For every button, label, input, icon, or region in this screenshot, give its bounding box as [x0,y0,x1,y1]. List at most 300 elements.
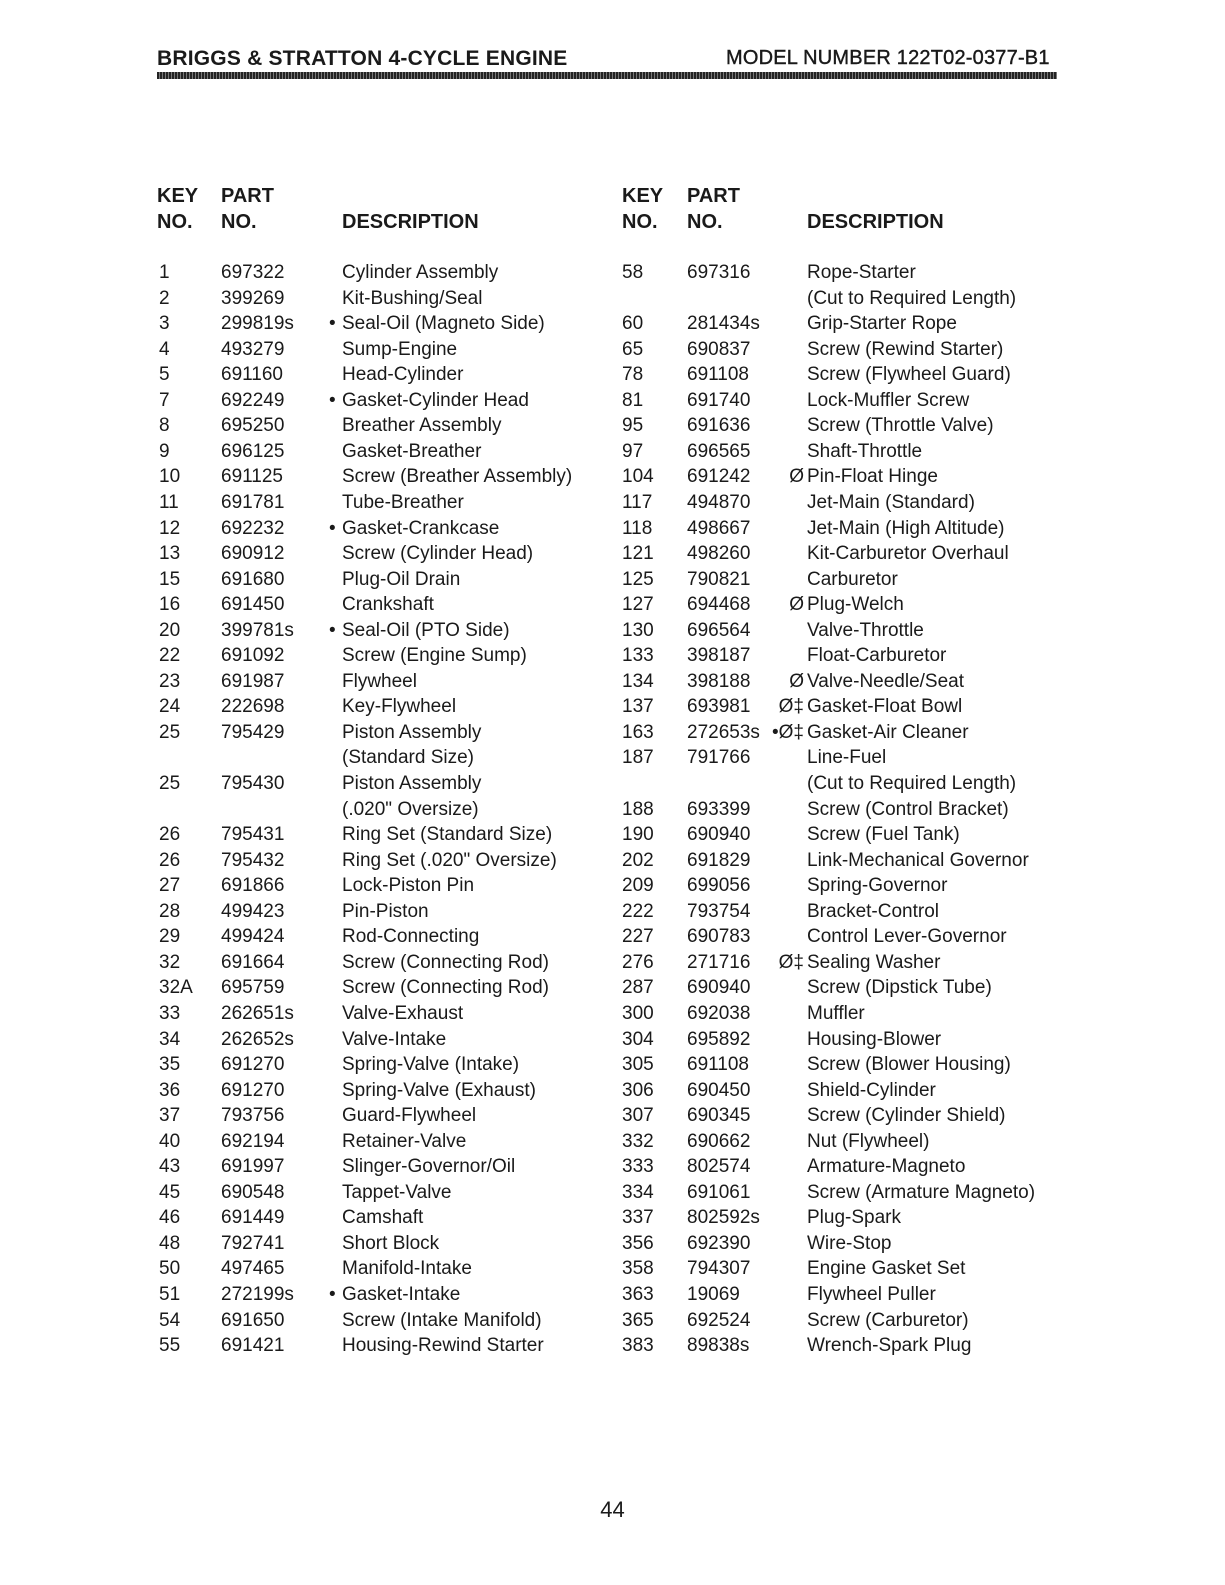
table-row [0,694,1225,720]
key-no: 51 [159,1284,181,1305]
key-no: 188 [622,798,654,820]
description: Screw (Throttle Valve) [807,415,994,437]
key-no: 27 [159,875,181,897]
description: Gasket-Cylinder Head [342,389,529,411]
table-row [0,439,1225,465]
description: Seal-Oil (Magneto Side) [342,313,545,335]
key-no: 383 [622,1335,654,1357]
description: Engine Gasket Set [807,1258,966,1280]
table-row [0,1180,1225,1206]
part-no: 793756 [221,1105,285,1127]
key-no: 9 [159,440,170,462]
description: Kit-Carburetor Overhaul [807,543,1009,565]
key-no: 202 [622,849,654,871]
part-no: 691650 [221,1309,285,1331]
part-no: 262651s [221,1002,294,1024]
part-no: 692249 [221,389,285,411]
table-row [0,720,1225,746]
table-row [0,413,1225,439]
key-no: 23 [159,670,181,692]
key-heading-line2: NO. [622,211,658,233]
description: Slinger-Governor/Oil [342,1156,516,1178]
description: Link-Mechanical Governor [807,849,1029,871]
description: Screw (Dipstick Tube) [807,977,992,999]
description: Wrench-Spark Plug [807,1335,972,1357]
table-row [0,1001,1225,1027]
description: Sump-Engine [342,338,458,360]
key-no: 26 [159,824,181,846]
table-row [0,873,1225,899]
key-no: 7 [159,389,170,411]
description: Housing-Blower [807,1028,942,1050]
table-row [0,1027,1225,1053]
key-no: 304 [622,1028,654,1050]
description: Line-Fuel [807,747,887,769]
part-no: 790821 [687,568,751,590]
symbol-mark: Ø‡ [778,951,804,973]
key-no: 97 [622,440,644,462]
part-no: 399781s [221,619,294,641]
key-no: 125 [622,568,654,590]
key-no: 60 [622,313,644,335]
part-no: 398187 [687,645,751,667]
description: Spring-Valve (Exhaust) [342,1079,536,1101]
table-row [0,286,1225,312]
part-no: 791766 [687,747,751,769]
part-no: 691270 [221,1054,285,1076]
key-no: 307 [622,1105,654,1127]
description: Armature-Magneto [807,1156,966,1178]
description-heading: DESCRIPTION [342,211,479,233]
model-number: MODEL NUMBER 122T02-0377-B1 [726,47,1050,69]
part-no: 691270 [221,1079,285,1101]
key-no: 130 [622,619,654,641]
description: Cylinder Assembly [342,262,499,283]
table-row [0,771,1225,797]
key-no: 337 [622,1207,654,1229]
key-no: 78 [622,364,644,386]
description: Rod-Connecting [342,926,480,948]
description: Spring-Valve (Intake) [342,1054,520,1076]
key-no: 36 [159,1079,181,1101]
table-row [0,592,1225,618]
table-row [0,1256,1225,1282]
key-no: 305 [622,1054,654,1076]
symbol-mark: • [329,389,336,411]
part-heading-line2: NO. [687,211,723,233]
part-no: 498667 [687,517,751,539]
symbol-mark: •Ø‡ [772,721,804,743]
part-heading-line1: PART [687,185,740,207]
description: Bracket-Control [807,900,939,922]
description: Guard-Flywheel [342,1105,477,1127]
table-row [0,975,1225,1001]
symbol-mark: Ø [789,594,804,616]
part-no: 792741 [221,1232,285,1254]
table-row [0,669,1225,695]
description: Screw (Flywheel Guard) [807,364,1011,386]
part-no: 498260 [687,543,751,565]
part-no: 691987 [221,670,285,692]
table-row [0,1282,1225,1308]
header-title: BRIGGS & STRATTON 4-CYCLE ENGINE [157,47,568,70]
key-no: 43 [159,1156,181,1178]
part-no: 690940 [687,977,751,999]
description: Screw (Intake Manifold) [342,1309,542,1331]
key-no: 25 [159,721,181,743]
table-row [0,924,1225,950]
key-no: 25 [159,773,181,794]
description: Gasket-Air Cleaner [807,721,969,743]
key-no: 45 [159,1181,181,1203]
description: Carburetor [807,568,898,590]
table-row [0,1205,1225,1231]
description: Valve-Throttle [807,619,924,641]
description: Key-Flywheel [342,696,457,718]
description: Breather Assembly [342,415,502,437]
key-no: 22 [159,645,181,667]
part-no: 694468 [687,594,751,616]
symbol-mark: Ø‡ [778,696,804,718]
part-no: 695250 [221,415,285,437]
part-no: 262652s [221,1028,294,1050]
key-no: 209 [622,875,654,897]
part-no: 692390 [687,1232,751,1254]
part-no: 692524 [687,1309,751,1331]
part-no: 690450 [687,1079,751,1101]
part-no: 691997 [221,1156,285,1178]
key-no: 358 [622,1258,654,1280]
part-no: 691450 [221,594,285,616]
table-row [0,643,1225,669]
description: Gasket-Breather [342,440,482,462]
key-no: 121 [622,543,654,565]
table-row [0,1052,1225,1078]
key-no: 222 [622,900,654,922]
description: Flywheel Puller [807,1284,936,1305]
part-no: 802574 [687,1156,751,1178]
key-no: 16 [159,594,181,616]
header-rule [157,72,1057,79]
key-no: 54 [159,1309,181,1331]
part-no: 794307 [687,1258,751,1280]
key-no: 58 [622,262,644,283]
key-no: 35 [159,1054,181,1076]
key-no: 24 [159,696,181,718]
description: Valve-Intake [342,1028,447,1050]
part-no: 691636 [687,415,751,437]
part-no: 693981 [687,696,751,718]
key-no: 65 [622,338,644,360]
key-no: 20 [159,619,181,641]
table-row [0,1333,1225,1359]
description: Screw (Cylinder Head) [342,543,534,565]
description: Screw (Cylinder Shield) [807,1105,1006,1127]
key-no: 276 [622,951,654,973]
key-no: 137 [622,696,654,718]
key-no: 40 [159,1130,181,1152]
part-heading-line2: NO. [221,211,257,233]
table-row [0,362,1225,388]
part-no: 691092 [221,645,285,667]
part-no: 690662 [687,1130,751,1152]
part-no: 222698 [221,696,285,718]
key-no: 32 [159,951,181,973]
part-no: 691449 [221,1207,285,1229]
description: Valve-Needle/Seat [807,670,965,692]
part-no: 697316 [687,262,751,283]
part-no: 691061 [687,1181,751,1203]
description: Crankshaft [342,594,434,616]
table-row [0,541,1225,567]
description: Housing-Rewind Starter [342,1335,544,1357]
description: Screw (Breather Assembly) [342,466,573,488]
part-no: 692038 [687,1002,751,1024]
part-no: 281434s [687,313,760,335]
key-no: 11 [159,491,179,513]
description: Manifold-Intake [342,1258,472,1280]
key-no: 8 [159,415,170,437]
symbol-mark: • [329,619,336,641]
table-row [0,899,1225,925]
symbol-mark: Ø [789,670,804,692]
table-row [0,490,1225,516]
table-row [0,464,1225,490]
key-no: 332 [622,1130,654,1152]
key-no: 1 [159,262,170,283]
part-heading-line1: PART [221,185,274,207]
part-no: 690548 [221,1181,285,1203]
description: Valve-Exhaust [342,1002,464,1024]
key-no: 306 [622,1079,654,1101]
table-row [0,311,1225,337]
table-row [0,1129,1225,1155]
part-no: 493279 [221,338,285,360]
part-no: 795430 [221,773,285,794]
description: Short Block [342,1232,440,1254]
key-no: 118 [622,517,653,539]
part-no: 795429 [221,721,285,743]
part-no: 795431 [221,824,285,846]
description: Seal-Oil (PTO Side) [342,619,510,641]
key-no: 33 [159,1002,181,1024]
key-heading-line2: NO. [157,211,193,233]
description: Plug-Oil Drain [342,568,461,590]
symbol-mark: • [329,313,336,335]
part-no: 271716 [687,951,751,973]
key-no: 334 [622,1181,654,1203]
description: Wire-Stop [807,1232,892,1254]
part-no: 499424 [221,926,285,948]
description: (Cut to Required Length) [807,773,1017,794]
part-no: 691781 [221,491,285,513]
part-no: 696564 [687,619,751,641]
part-no: 802592s [687,1207,760,1229]
part-no: 690837 [687,338,751,360]
key-no: 13 [159,543,181,565]
key-heading-line1: KEY [622,185,664,207]
part-no: 691664 [221,951,285,973]
key-no: 133 [622,645,654,667]
description: Float-Carburetor [807,645,947,667]
table-row [0,1308,1225,1334]
part-no: 699056 [687,875,751,897]
key-no: 95 [622,415,644,437]
description: Screw (Control Bracket) [807,798,1009,820]
part-no: 690783 [687,926,751,948]
key-no: 55 [159,1335,181,1357]
description: Shield-Cylinder [807,1079,936,1101]
part-no: 690940 [687,824,751,846]
description: Flywheel [342,670,417,692]
key-no: 10 [159,466,181,488]
description: Screw (Connecting Rod) [342,951,549,973]
part-no: 494870 [687,491,751,513]
description: Screw (Engine Sump) [342,645,527,667]
description: Tappet-Valve [342,1181,452,1203]
description: (Standard Size) [342,747,475,769]
description: Kit-Bushing/Seal [342,287,483,309]
table-row [0,388,1225,414]
description: Piston Assembly [342,773,482,794]
description: Lock-Muffler Screw [807,389,970,411]
description: Control Lever-Governor [807,926,1007,948]
table-row [0,822,1225,848]
description: Lock-Piston Pin [342,875,475,897]
key-no: 363 [622,1284,654,1305]
table-row [0,745,1225,771]
part-no: 696125 [221,440,285,462]
key-no: 227 [622,926,654,948]
table-row [0,848,1225,874]
part-no: 696565 [687,440,751,462]
part-no: 695892 [687,1028,751,1050]
description: Screw (Blower Housing) [807,1054,1011,1076]
key-no: 104 [622,466,654,488]
description: Tube-Breather [342,491,464,513]
description: Gasket-Crankcase [342,517,500,539]
description: Ring Set (.020" Oversize) [342,849,557,871]
page-number: 44 [600,1497,625,1522]
description: Screw (Fuel Tank) [807,824,960,846]
description: Nut (Flywheel) [807,1130,930,1152]
description: (Cut to Required Length) [807,287,1017,309]
part-no: 690912 [221,543,285,565]
key-no: 50 [159,1258,181,1280]
key-no: 190 [622,824,654,846]
description: Head-Cylinder [342,364,464,386]
part-no: 691829 [687,849,751,871]
description: Screw (Carburetor) [807,1309,969,1331]
part-no: 692232 [221,517,285,539]
description: Pin-Piston [342,900,429,922]
part-no: 693399 [687,798,751,820]
key-no: 46 [159,1207,181,1229]
part-no: 19069 [687,1284,740,1305]
description: Gasket-Float Bowl [807,696,963,718]
part-no: 691866 [221,875,285,897]
table-row [0,516,1225,542]
key-no: 29 [159,926,181,948]
key-no: 28 [159,900,181,922]
part-no: 695759 [221,977,285,999]
key-no: 4 [159,338,170,360]
key-no: 81 [622,389,644,411]
part-no: 89838s [687,1335,750,1357]
description: Screw (Armature Magneto) [807,1181,1036,1203]
description: (.020" Oversize) [342,798,479,820]
description: Plug-Welch [807,594,904,616]
key-no: 163 [622,721,654,743]
table-row [0,797,1225,823]
table-row [0,618,1225,644]
symbol-mark: • [329,1284,336,1305]
key-no: 12 [159,517,181,539]
key-heading-line1: KEY [157,185,199,207]
description: Rope-Starter [807,262,916,283]
description: Pin-Float Hinge [807,466,938,488]
part-no: 691680 [221,568,285,590]
key-no: 365 [622,1309,654,1331]
part-no: 793754 [687,900,751,922]
key-no: 127 [622,594,654,616]
part-no: 499423 [221,900,285,922]
part-no: 272199s [221,1284,294,1305]
description-heading: DESCRIPTION [807,211,944,233]
part-no: 691108 [687,364,749,386]
description: Screw (Rewind Starter) [807,338,1004,360]
symbol-mark: Ø [789,466,804,488]
part-no: 691108 [687,1054,749,1076]
key-no: 333 [622,1156,654,1178]
key-no: 356 [622,1232,654,1254]
part-no: 697322 [221,262,285,283]
description: Screw (Connecting Rod) [342,977,549,999]
key-no: 134 [622,670,654,692]
table-row [0,1154,1225,1180]
part-no: 272653s [687,721,760,743]
table-row [0,1231,1225,1257]
part-no: 691125 [221,466,283,488]
key-no: 5 [159,364,170,386]
key-no: 2 [159,287,170,309]
description: Jet-Main (Standard) [807,491,975,513]
table-row [0,567,1225,593]
description: Gasket-Intake [342,1284,461,1305]
part-no: 691421 [221,1335,285,1357]
description: Retainer-Valve [342,1130,467,1152]
key-no: 287 [622,977,654,999]
key-no: 187 [622,747,654,769]
key-no: 15 [159,568,181,590]
description: Piston Assembly [342,721,482,743]
table-row [0,260,1225,286]
part-no: 691740 [687,389,751,411]
part-no: 795432 [221,849,285,871]
description: Muffler [807,1002,865,1024]
key-no: 26 [159,849,181,871]
table-row [0,1078,1225,1104]
key-no: 32A [159,977,193,999]
description: Jet-Main (High Altitude) [807,517,1005,539]
description: Plug-Spark [807,1207,901,1229]
table-row [0,1103,1225,1129]
key-no: 48 [159,1232,181,1254]
symbol-mark: • [329,517,336,539]
description: Camshaft [342,1207,424,1229]
part-no: 691160 [221,364,283,386]
part-no: 399269 [221,287,285,309]
